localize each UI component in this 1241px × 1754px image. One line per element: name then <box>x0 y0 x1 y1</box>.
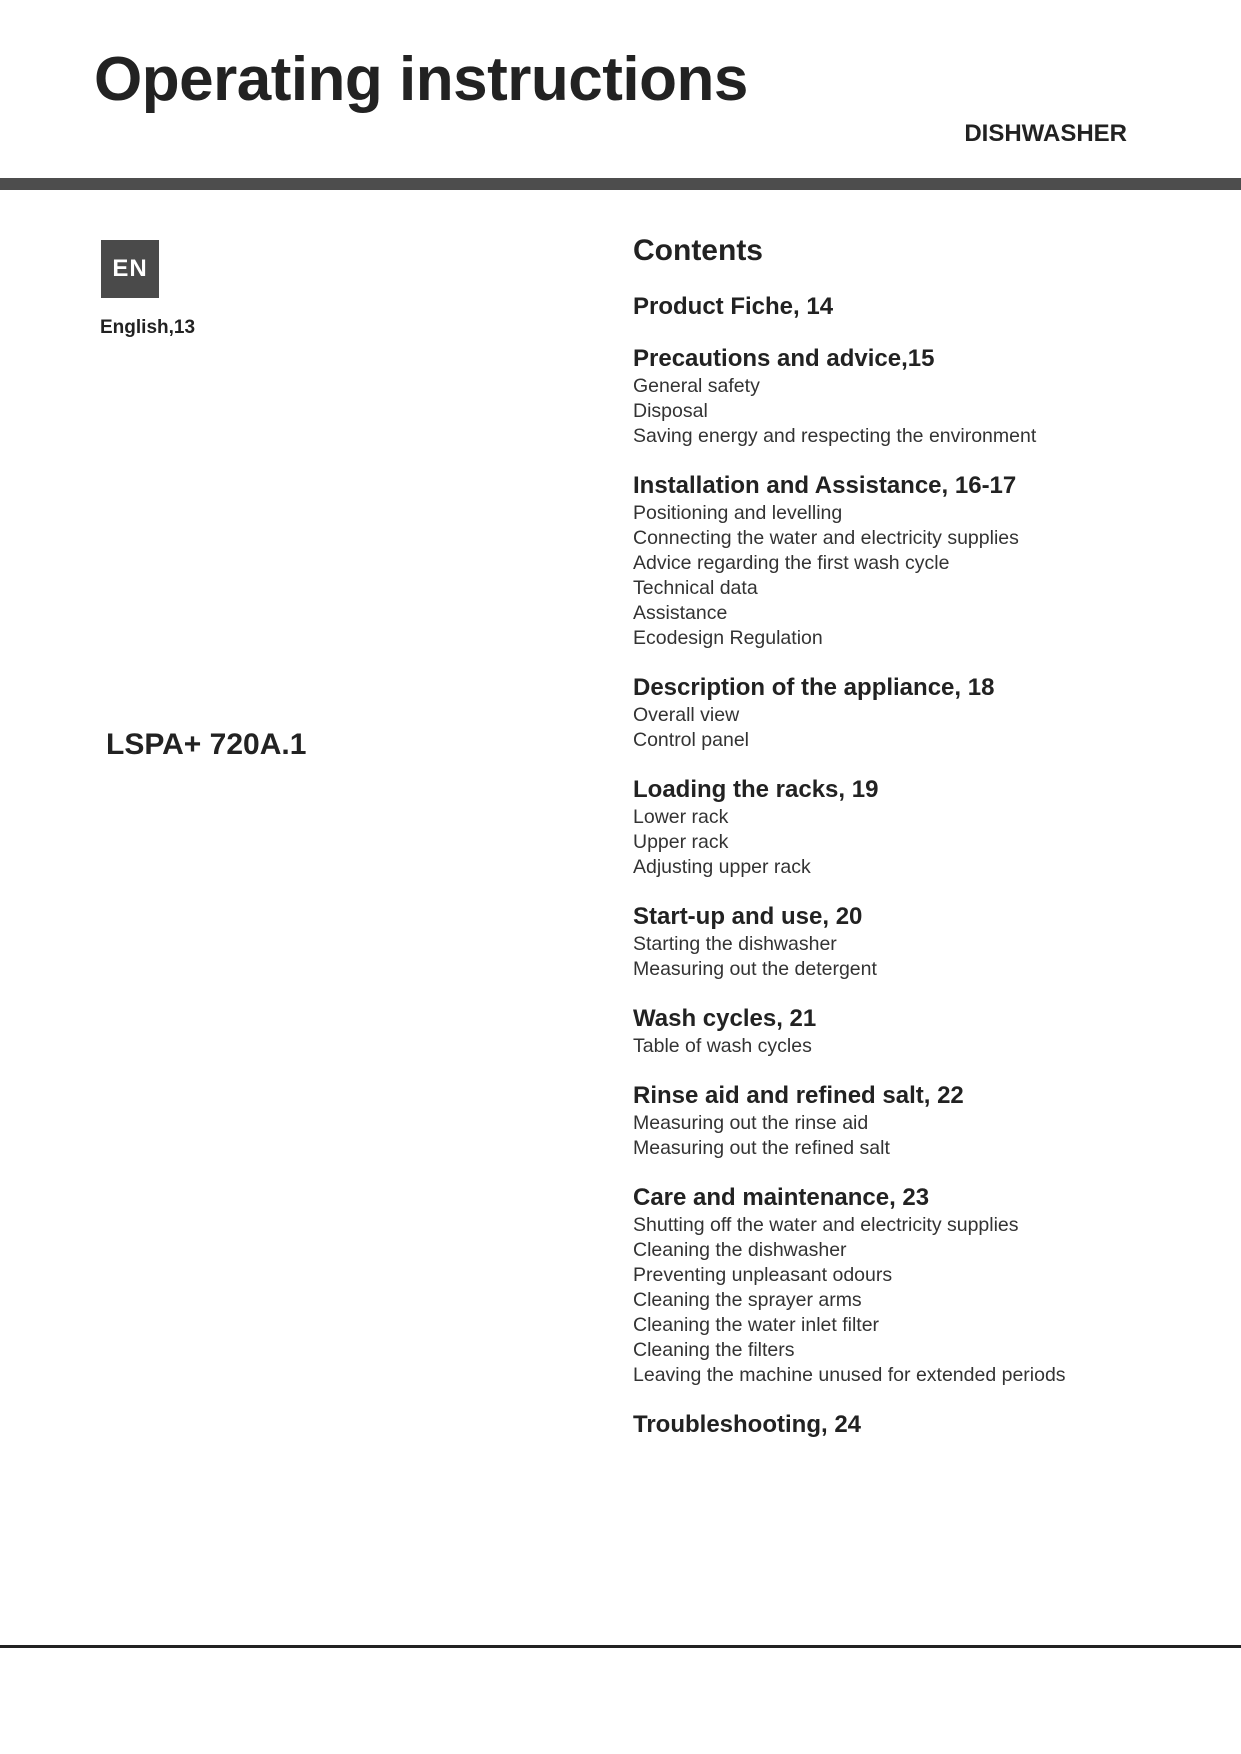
header-divider <box>0 178 1241 190</box>
toc-item-list <box>633 1034 1213 1059</box>
toc-item[interactable]: Starting the dishwasher <box>633 932 837 955</box>
toc-item-list <box>633 932 1213 982</box>
toc-item[interactable]: Preventing unpleasant odours <box>633 1263 893 1286</box>
toc-section-heading[interactable]: Precautions and advice,15 <box>633 344 935 372</box>
toc-section <box>633 1004 1213 1059</box>
toc-item[interactable]: Saving energy and respecting the environment <box>633 424 1037 447</box>
toc-section <box>633 1183 1213 1388</box>
toc-item-list <box>633 1111 1213 1161</box>
toc-item[interactable]: Measuring out the rinse aid <box>633 1111 869 1134</box>
footer-divider <box>0 1645 1241 1648</box>
toc-item[interactable]: Leaving the machine unused for extended periods <box>633 1363 1066 1386</box>
toc-item[interactable]: Shutting off the water and electricity supplies <box>633 1213 1019 1236</box>
language-page-link[interactable]: English,13 <box>100 317 196 338</box>
toc-item[interactable]: Table of wash cycles <box>633 1034 812 1057</box>
toc-section <box>633 292 1213 322</box>
toc-item-list <box>633 805 1213 880</box>
toc-item[interactable]: Measuring out the detergent <box>633 957 877 980</box>
toc-section-heading[interactable]: Loading the racks, 19 <box>633 775 879 803</box>
toc-item[interactable]: Measuring out the refined salt <box>633 1136 890 1159</box>
toc-section <box>633 1081 1213 1161</box>
toc-section-heading[interactable]: Installation and Assistance, 16-17 <box>633 471 1017 499</box>
toc-section <box>633 471 1213 651</box>
toc-item[interactable]: Cleaning the sprayer arms <box>633 1288 862 1311</box>
toc-section-heading[interactable]: Start-up and use, 20 <box>633 902 863 930</box>
contents-title: Contents <box>633 234 763 267</box>
toc-item[interactable]: Cleaning the water inlet filter <box>633 1313 880 1336</box>
toc-item[interactable]: Connecting the water and electricity supplies <box>633 526 1019 549</box>
toc-item[interactable]: Cleaning the filters <box>633 1338 795 1361</box>
toc-item-list <box>633 501 1213 651</box>
toc-item[interactable]: Adjusting upper rack <box>633 855 811 878</box>
toc-item[interactable]: General safety <box>633 374 760 397</box>
table-of-contents <box>633 232 1213 1462</box>
toc-section <box>633 902 1213 982</box>
toc-item[interactable]: Upper rack <box>633 830 729 853</box>
toc-section <box>633 344 1213 449</box>
toc-item[interactable]: Ecodesign Regulation <box>633 626 823 649</box>
product-category: DISHWASHER <box>964 120 1127 147</box>
toc-item-list <box>633 703 1213 753</box>
toc-item[interactable]: Positioning and levelling <box>633 501 843 524</box>
toc-section <box>633 673 1213 753</box>
toc-item-list <box>633 1213 1213 1388</box>
page-title: Operating instructions <box>94 45 748 114</box>
toc-section-heading[interactable]: Wash cycles, 21 <box>633 1004 817 1032</box>
toc-item-list <box>633 374 1213 449</box>
toc-item[interactable]: Control panel <box>633 728 749 751</box>
toc-item[interactable]: Advice regarding the first wash cycle <box>633 551 950 574</box>
toc-item[interactable]: Lower rack <box>633 805 729 828</box>
toc-item[interactable]: Disposal <box>633 399 708 422</box>
toc-section-heading[interactable]: Product Fiche, 14 <box>633 292 834 320</box>
toc-section-heading[interactable]: Troubleshooting, 24 <box>633 1410 862 1438</box>
toc-item[interactable]: Cleaning the dishwasher <box>633 1238 847 1261</box>
toc-section-heading[interactable]: Description of the appliance, 18 <box>633 673 995 701</box>
toc-item[interactable]: Assistance <box>633 601 728 624</box>
toc-item[interactable]: Technical data <box>633 576 758 599</box>
language-badge: EN <box>101 240 159 298</box>
toc-section <box>633 1410 1213 1440</box>
toc-section <box>633 775 1213 880</box>
toc-section-heading[interactable]: Care and maintenance, 23 <box>633 1183 930 1211</box>
model-number: LSPA+ 720A.1 <box>106 728 307 761</box>
toc-item[interactable]: Overall view <box>633 703 740 726</box>
toc-section-heading[interactable]: Rinse aid and refined salt, 22 <box>633 1081 964 1109</box>
